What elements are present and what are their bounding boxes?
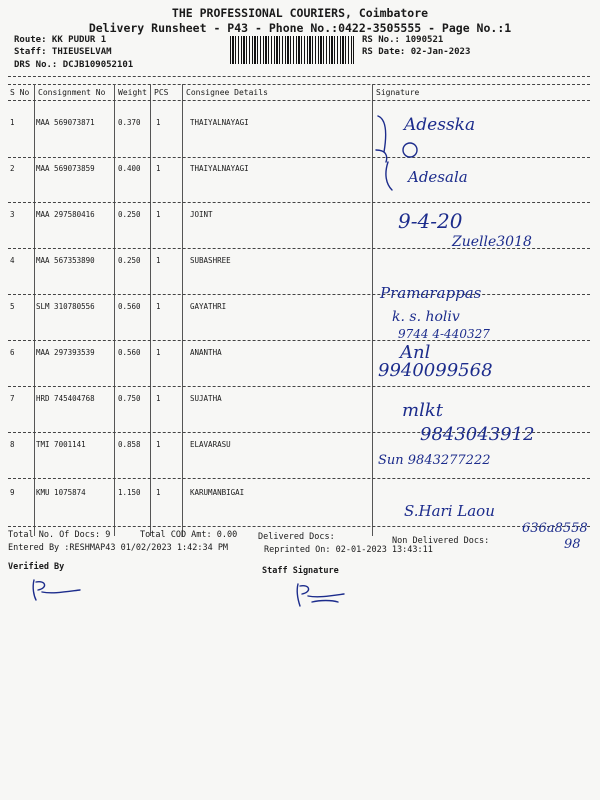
row-sno: 6 bbox=[10, 348, 15, 357]
drs-number: DRS No.: DCJB109052101 bbox=[14, 60, 134, 70]
row-consignment: HRD 745404768 bbox=[36, 394, 95, 403]
row-consignee: SUBASHREE bbox=[190, 256, 231, 265]
staff-signature bbox=[292, 582, 352, 612]
row-pcs: 1 bbox=[156, 348, 161, 357]
row-weight: 0.858 bbox=[118, 440, 141, 449]
divider bbox=[8, 76, 590, 77]
row-consignment: MAA 569073871 bbox=[36, 118, 95, 127]
row-weight: 0.560 bbox=[118, 348, 141, 357]
divider bbox=[8, 84, 590, 85]
row-consignee: JOINT bbox=[190, 210, 213, 219]
rs-number: RS No.: 1090521 bbox=[362, 35, 444, 45]
row-consignment: MAA 567353890 bbox=[36, 256, 95, 265]
signature-5-sub: k. s. holiv bbox=[392, 309, 460, 325]
col-sno: S No bbox=[10, 88, 30, 97]
total-cod: Total COD Amt: 0.00 bbox=[140, 530, 238, 540]
row-sno: 2 bbox=[10, 164, 15, 173]
row-sno: 4 bbox=[10, 256, 15, 265]
signature-7-phone: 9843043912 bbox=[420, 424, 535, 445]
col-weight: Weight bbox=[118, 88, 147, 97]
non-delivered-docs: Non Delivered Docs: bbox=[392, 536, 490, 546]
row-weight: 0.250 bbox=[118, 256, 141, 265]
row-sno: 3 bbox=[10, 210, 15, 219]
row-weight: 0.250 bbox=[118, 210, 141, 219]
column-rule bbox=[114, 84, 115, 536]
staff-signature-label: Staff Signature bbox=[262, 566, 339, 576]
signature-2: Adesala bbox=[408, 168, 468, 186]
row-pcs: 1 bbox=[156, 302, 161, 311]
route-label: Route: KK PUDUR 1 bbox=[14, 35, 107, 45]
row-weight: 0.370 bbox=[118, 118, 141, 127]
column-rule bbox=[34, 84, 35, 536]
signature-3: 9-4-20 bbox=[398, 209, 463, 233]
row-pcs: 1 bbox=[156, 256, 161, 265]
row-weight: 0.400 bbox=[118, 164, 141, 173]
barcode bbox=[230, 36, 354, 64]
row-weight: 1.150 bbox=[118, 488, 141, 497]
signature-5-phone: 9744 4-440327 bbox=[398, 327, 490, 341]
entered-by: Entered By :RESHMAP43 01/02/2023 1:42:34 PM bbox=[8, 543, 229, 553]
rs-date: RS Date: 02-Jan-2023 bbox=[362, 47, 471, 57]
signature-9-name: S.Hari Laou bbox=[404, 502, 495, 520]
row-consignment: SLM 310780556 bbox=[36, 302, 95, 311]
column-rule bbox=[150, 84, 151, 536]
row-consignee: THAIYALNAYAGI bbox=[190, 118, 249, 127]
row-sno: 9 bbox=[10, 488, 15, 497]
row-consignee: ELAVARASU bbox=[190, 440, 231, 449]
row-pcs: 1 bbox=[156, 210, 161, 219]
row-sno: 7 bbox=[10, 394, 15, 403]
signature-9-phone-cont: 98 bbox=[564, 537, 581, 550]
row-consignment: MAA 297393539 bbox=[36, 348, 95, 357]
handwritten-signatures bbox=[374, 100, 594, 550]
col-signature: Signature bbox=[376, 88, 420, 97]
signature-3-number: Zuelle3018 bbox=[452, 234, 532, 250]
row-sno: 5 bbox=[10, 302, 15, 311]
signature-6-phone: 9940099568 bbox=[378, 360, 493, 381]
column-rule bbox=[372, 84, 373, 536]
runsheet-title: Delivery Runsheet - P43 - Phone No.:0422-3505555 - Page No.:1 bbox=[88, 21, 512, 35]
company-title: THE PROFESSIONAL COURIERS, Coimbatore bbox=[171, 6, 429, 20]
signature-7-name: mlkt bbox=[402, 400, 443, 421]
col-consignee: Consignee Details bbox=[186, 88, 268, 97]
row-consignment: MAA 569073859 bbox=[36, 164, 95, 173]
staff-label: Staff: THIEUSELVAM bbox=[14, 47, 112, 57]
total-docs: Total No. Of Docs: 9 bbox=[8, 530, 111, 540]
row-consignee: GAYATHRI bbox=[190, 302, 227, 311]
row-pcs: 1 bbox=[156, 440, 161, 449]
col-consignment: Consignment No bbox=[38, 88, 106, 97]
signature-6-name: Anl bbox=[400, 342, 431, 363]
signature-8: Sun 9843277222 bbox=[378, 453, 491, 468]
signature-5-name: Pramarappas bbox=[380, 284, 482, 302]
reprinted-on: Reprinted On: 02-01-2023 13:43:11 bbox=[264, 545, 433, 555]
row-pcs: 1 bbox=[156, 118, 161, 127]
row-pcs: 1 bbox=[156, 488, 161, 497]
verified-by-signature bbox=[28, 576, 88, 606]
row-pcs: 1 bbox=[156, 394, 161, 403]
row-consignment: KMU 1075874 bbox=[36, 488, 86, 497]
signature-9-phone: 636a8558 bbox=[522, 521, 588, 536]
row-consignee: KARUMANBIGAI bbox=[190, 488, 245, 497]
row-sno: 1 bbox=[10, 118, 15, 127]
delivered-docs: Delivered Docs: bbox=[258, 532, 335, 542]
column-rule bbox=[182, 84, 183, 536]
row-consignment: TMI 7001141 bbox=[36, 440, 86, 449]
row-consignee: THAIYALNAYAGI bbox=[190, 164, 249, 173]
row-consignment: MAA 297580416 bbox=[36, 210, 95, 219]
row-sno: 8 bbox=[10, 440, 15, 449]
row-weight: 0.560 bbox=[118, 302, 141, 311]
row-weight: 0.750 bbox=[118, 394, 141, 403]
row-consignee: SUJATHA bbox=[190, 394, 222, 403]
verified-by: Verified By bbox=[8, 562, 65, 572]
row-consignee: ANANTHA bbox=[190, 348, 222, 357]
row-pcs: 1 bbox=[156, 164, 161, 173]
signature-1: Adesska bbox=[404, 115, 476, 135]
col-pcs: PCS bbox=[154, 88, 169, 97]
